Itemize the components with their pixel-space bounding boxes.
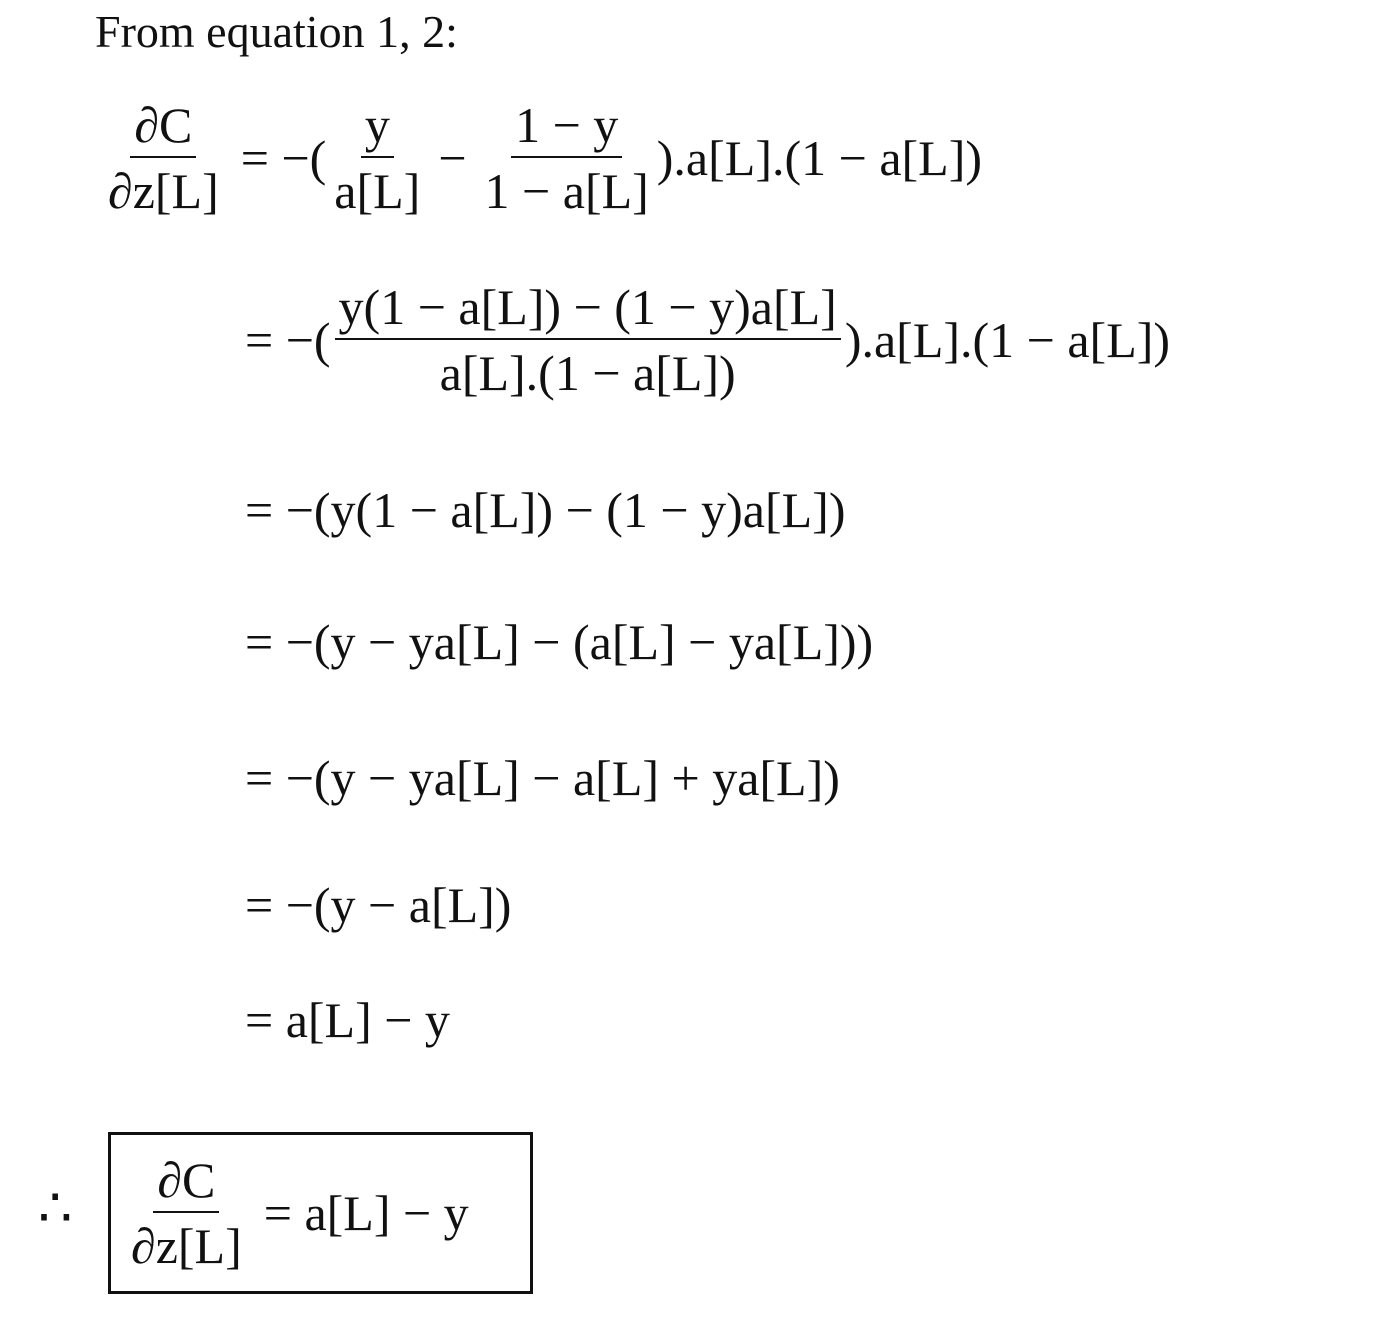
- lhs-denominator: ∂z[L]: [108, 163, 219, 219]
- result-lhs-numerator: ∂C: [153, 1155, 219, 1213]
- result-lhs-denominator: ∂z[L]: [131, 1218, 242, 1274]
- equation-line-6: = −(y − a[L]): [245, 877, 512, 933]
- line1-tail: ).a[L].(1 − a[L]): [656, 130, 983, 186]
- lhs-fraction: [104, 97, 223, 219]
- line1-fraction-1-denominator: a[L]: [334, 163, 421, 219]
- result-lhs-fraction: [127, 1152, 246, 1274]
- equation-line-2: [245, 279, 1171, 401]
- line2-tail: ).a[L].(1 − a[L]): [844, 312, 1171, 368]
- line1-minus: −: [438, 130, 467, 186]
- line1-equals: = −(: [240, 130, 327, 186]
- equation-line-1: [100, 97, 983, 219]
- lhs-numerator: ∂C: [130, 100, 196, 158]
- line1-fraction-2-numerator: 1 − y: [511, 100, 622, 158]
- equation-line-3: = −(y(1 − a[L]) − (1 − y)a[L]): [245, 482, 846, 538]
- line1-fraction-2-denominator: 1 − a[L]: [484, 163, 649, 219]
- equation-line-4: = −(y − ya[L] − (a[L] − ya[L])): [245, 614, 874, 670]
- line2-fraction-denominator: a[L].(1 − a[L]): [439, 345, 736, 401]
- line2-fraction: [335, 279, 841, 401]
- result-rhs: = a[L] − y: [263, 1185, 469, 1241]
- line2-equals: = −(: [245, 312, 331, 368]
- equation-line-7: = a[L] − y: [245, 992, 450, 1048]
- boxed-result: [108, 1132, 533, 1294]
- line1-fraction-2: [481, 97, 653, 219]
- therefore-symbol: ∴: [38, 1178, 73, 1238]
- line1-fraction-1-numerator: y: [361, 100, 394, 158]
- line2-fraction-numerator: y(1 − a[L]) − (1 − y)a[L]: [335, 282, 841, 340]
- intro-text: From equation 1, 2:: [95, 6, 458, 57]
- equation-line-5: = −(y − ya[L] − a[L] + ya[L]): [245, 750, 840, 806]
- line1-fraction-1: [330, 97, 424, 219]
